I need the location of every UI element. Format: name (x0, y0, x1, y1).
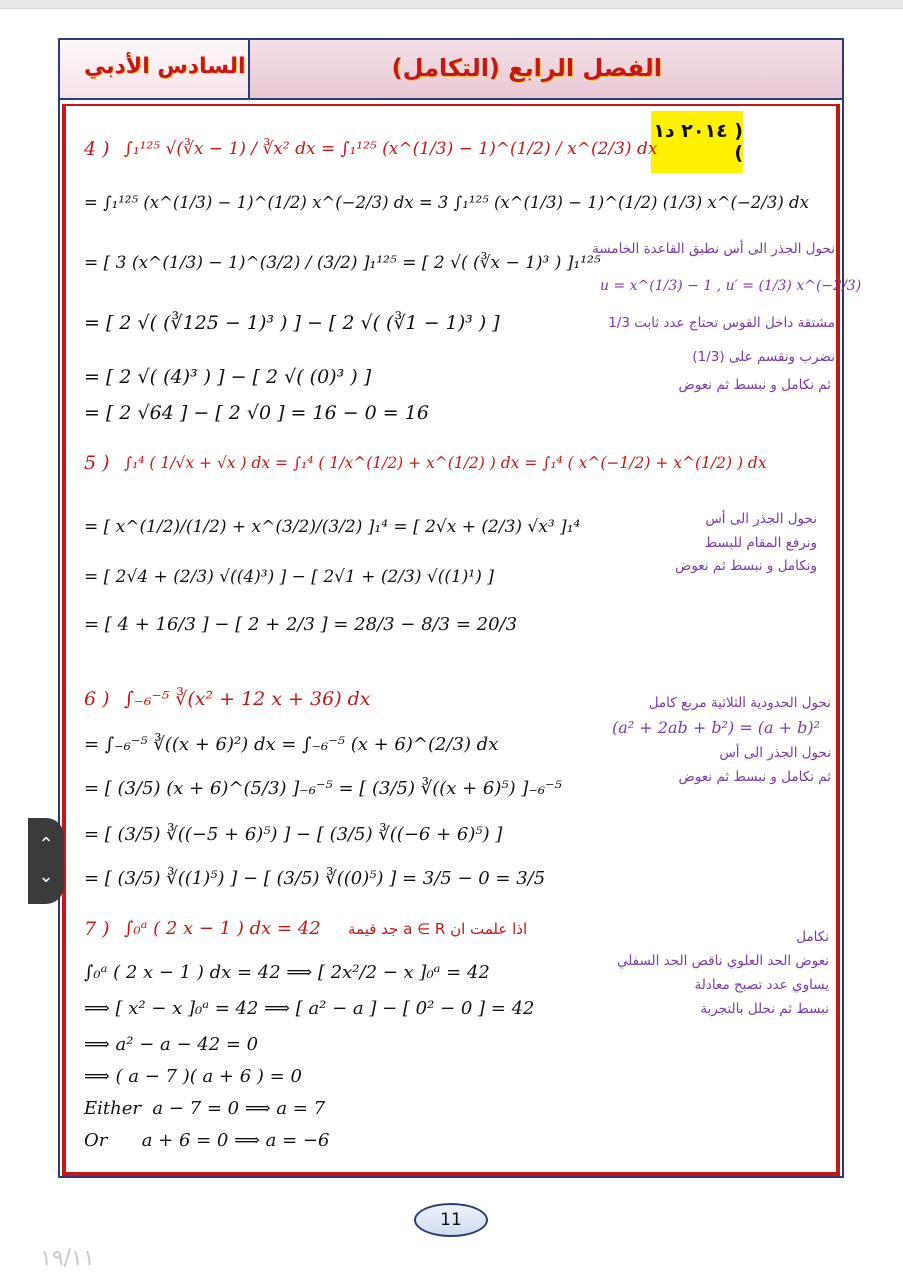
chevron-up-icon[interactable]: ⌃ (38, 834, 54, 855)
problem-7-note-3: يساوي عدد تصبح معادلة (694, 977, 829, 993)
problem-5-step-1: = [ x^(1/2)/(1/2) + x^(3/2)/(3/2) ]₁⁴ = [ 2√x + (2/3) √x³ ]₁⁴ (84, 517, 581, 537)
problem-4-label: 4 ) (84, 138, 110, 160)
problem-4-step-5: = [ 2 √64 ] − [ 2 √0 ] = 16 − 0 = 16 (84, 402, 429, 424)
problem-6-note-2: نحول الجذر الى أس (719, 745, 831, 761)
header-chapter-cell (248, 40, 842, 98)
chapter-title: الفصل الرابع (التكامل) (391, 54, 662, 82)
problem-7-condition: اذا علمت ان a ∈ R جد قيمة (348, 920, 528, 938)
problem-4-note-3: نضرب ونقسم على (1/3) (692, 349, 835, 365)
problem-6-step-2: = [ (3/5) (x + 6)^(5/3) ]₋₆⁻⁵ = [ (3/5) ∛((x + 6)⁵) ]₋₆⁻⁵ (84, 778, 562, 799)
grade-title: السادس الأدبي (84, 54, 246, 79)
problem-5-note-3: ونكامل و نبسط ثم نعوض (675, 558, 817, 574)
problem-6-label: 6 ) (84, 688, 110, 710)
problem-4-step-3: = [ 2 √( (∛125 − 1)³ ) ] − [ 2 √( (∛1 − 1)³ ) ] (84, 312, 500, 334)
problem-4-note-2: مشتقة داخل القوس تحتاج عدد ثابت 1/3 (608, 315, 835, 331)
year-badge: ( ٢٠١٤ د١ ) (651, 111, 743, 173)
problem-5-step-2: = [ 2√4 + (2/3) √((4)³) ] − [ 2√1 + (2/3) √((1)¹) ] (84, 567, 494, 587)
page-scroll-tab[interactable] (28, 818, 64, 904)
problem-5-step-3: = [ 4 + 16/3 ] − [ 2 + 2/3 ] = 28/3 − 8/3 = 20/3 (84, 614, 518, 635)
problem-6-note-1: نحول الحدودية الثلاثية مربع كامل (648, 695, 831, 711)
problem-7-note-1: نكامل (796, 929, 829, 945)
problem-4-statement: ∫₁¹²⁵ √(∛x − 1) / ∛x² dx = ∫₁¹²⁵ (x^(1/3) − 1)^(1/2) / x^(2/3) dx (124, 139, 658, 159)
problem-7-note-2: نعوض الحد العلوي ناقص الحد السفلي (616, 953, 829, 969)
header-grade-cell (60, 40, 248, 98)
problem-6-note-math: (a² + 2ab + b²) = (a + b)² (612, 718, 821, 737)
problem-4-step-2: = [ 3 (x^(1/3) − 1)^(3/2) / (3/2) ]₁¹²⁵ = [ 2 √( (∛x − 1)³ ) ]₁¹²⁵ (84, 253, 601, 273)
problem-4-note-1: نحول الجذر الى أس نطبق القاعدة الخامسة (592, 241, 835, 257)
problem-7-step-2: ⟹ [ x² − x ]₀ᵃ = 42 ⟹ [ a² − a ] − [ 0² − 0 ] = 42 (84, 998, 535, 1019)
problem-5-note-1: نحول الجذر الى أس (705, 511, 817, 527)
problem-4-step-1: = ∫₁¹²⁵ (x^(1/3) − 1)^(1/2) x^(−2/3) dx = 3 ∫₁¹²⁵ (x^(1/3) − 1)^(1/2) (1/3) x^(−2/3) dx (84, 193, 809, 212)
problem-5-note-2: ونرفع المقام للبسط (704, 535, 817, 551)
problem-7-label: 7 ) (84, 918, 110, 940)
problem-7-step-4: ⟹ ( a − 7 )( a + 6 ) = 0 (84, 1066, 302, 1087)
problem-7-step-3: ⟹ a² − a − 42 = 0 (84, 1034, 259, 1055)
problem-7-step-6: Or a + 6 = 0 ⟹ a = −6 (84, 1130, 330, 1151)
problem-4-step-4: = [ 2 √( (4)³ ) ] − [ 2 √( (0)³ ) ] (84, 366, 372, 388)
problem-6-statement: ∫₋₆⁻⁵ ∛(x² + 12 x + 36) dx (124, 688, 371, 710)
problem-6-step-1: = ∫₋₆⁻⁵ ∛((x + 6)²) dx = ∫₋₆⁻⁵ (x + 6)^(2/3) dx (84, 734, 499, 755)
problem-7-note-4: نبسط ثم نحلل بالتجربة (700, 1001, 829, 1017)
problem-6-note-3: ثم نكامل و نبسط ثم نعوض (678, 769, 831, 785)
problem-7-step-5: Either a − 7 = 0 ⟹ a = 7 (84, 1098, 326, 1119)
chevron-down-icon[interactable]: ⌄ (38, 866, 54, 887)
problem-4-note-math: u = x^(1/3) − 1 , u′ = (1/3) x^(−2/3) (600, 278, 862, 294)
page-header (60, 40, 842, 100)
page-number: 11 (414, 1203, 488, 1237)
problem-5-statement: ∫₁⁴ ( 1/√x + √x ) dx = ∫₁⁴ ( 1/x^(1/2) + x^(1/2) ) dx = ∫₁⁴ ( x^(−1/2) + x^(1/2) ) dx (124, 454, 767, 472)
problem-7-step-1: ∫₀ᵃ ( 2 x − 1 ) dx = 42 ⟹ [ 2x²/2 − x ]₀ᵃ = 42 (84, 962, 490, 983)
problem-5-label: 5 ) (84, 452, 110, 474)
problem-6-step-4: = [ (3/5) ∛((1)⁵) ] − [ (3/5) ∛((0)⁵) ] = 3/5 − 0 = 3/5 (84, 868, 546, 889)
page-counter: ١٩/١١ (40, 1246, 95, 1271)
top-bar (0, 0, 903, 9)
problem-4-note-4: ثم نكامل و نبسط ثم نعوض (678, 377, 831, 393)
problem-6-step-3: = [ (3/5) ∛((−5 + 6)⁵) ] − [ (3/5) ∛((−6 + 6)⁵) ] (84, 824, 503, 845)
problem-7-statement: ∫₀ᵃ ( 2 x − 1 ) dx = 42 (124, 918, 321, 939)
